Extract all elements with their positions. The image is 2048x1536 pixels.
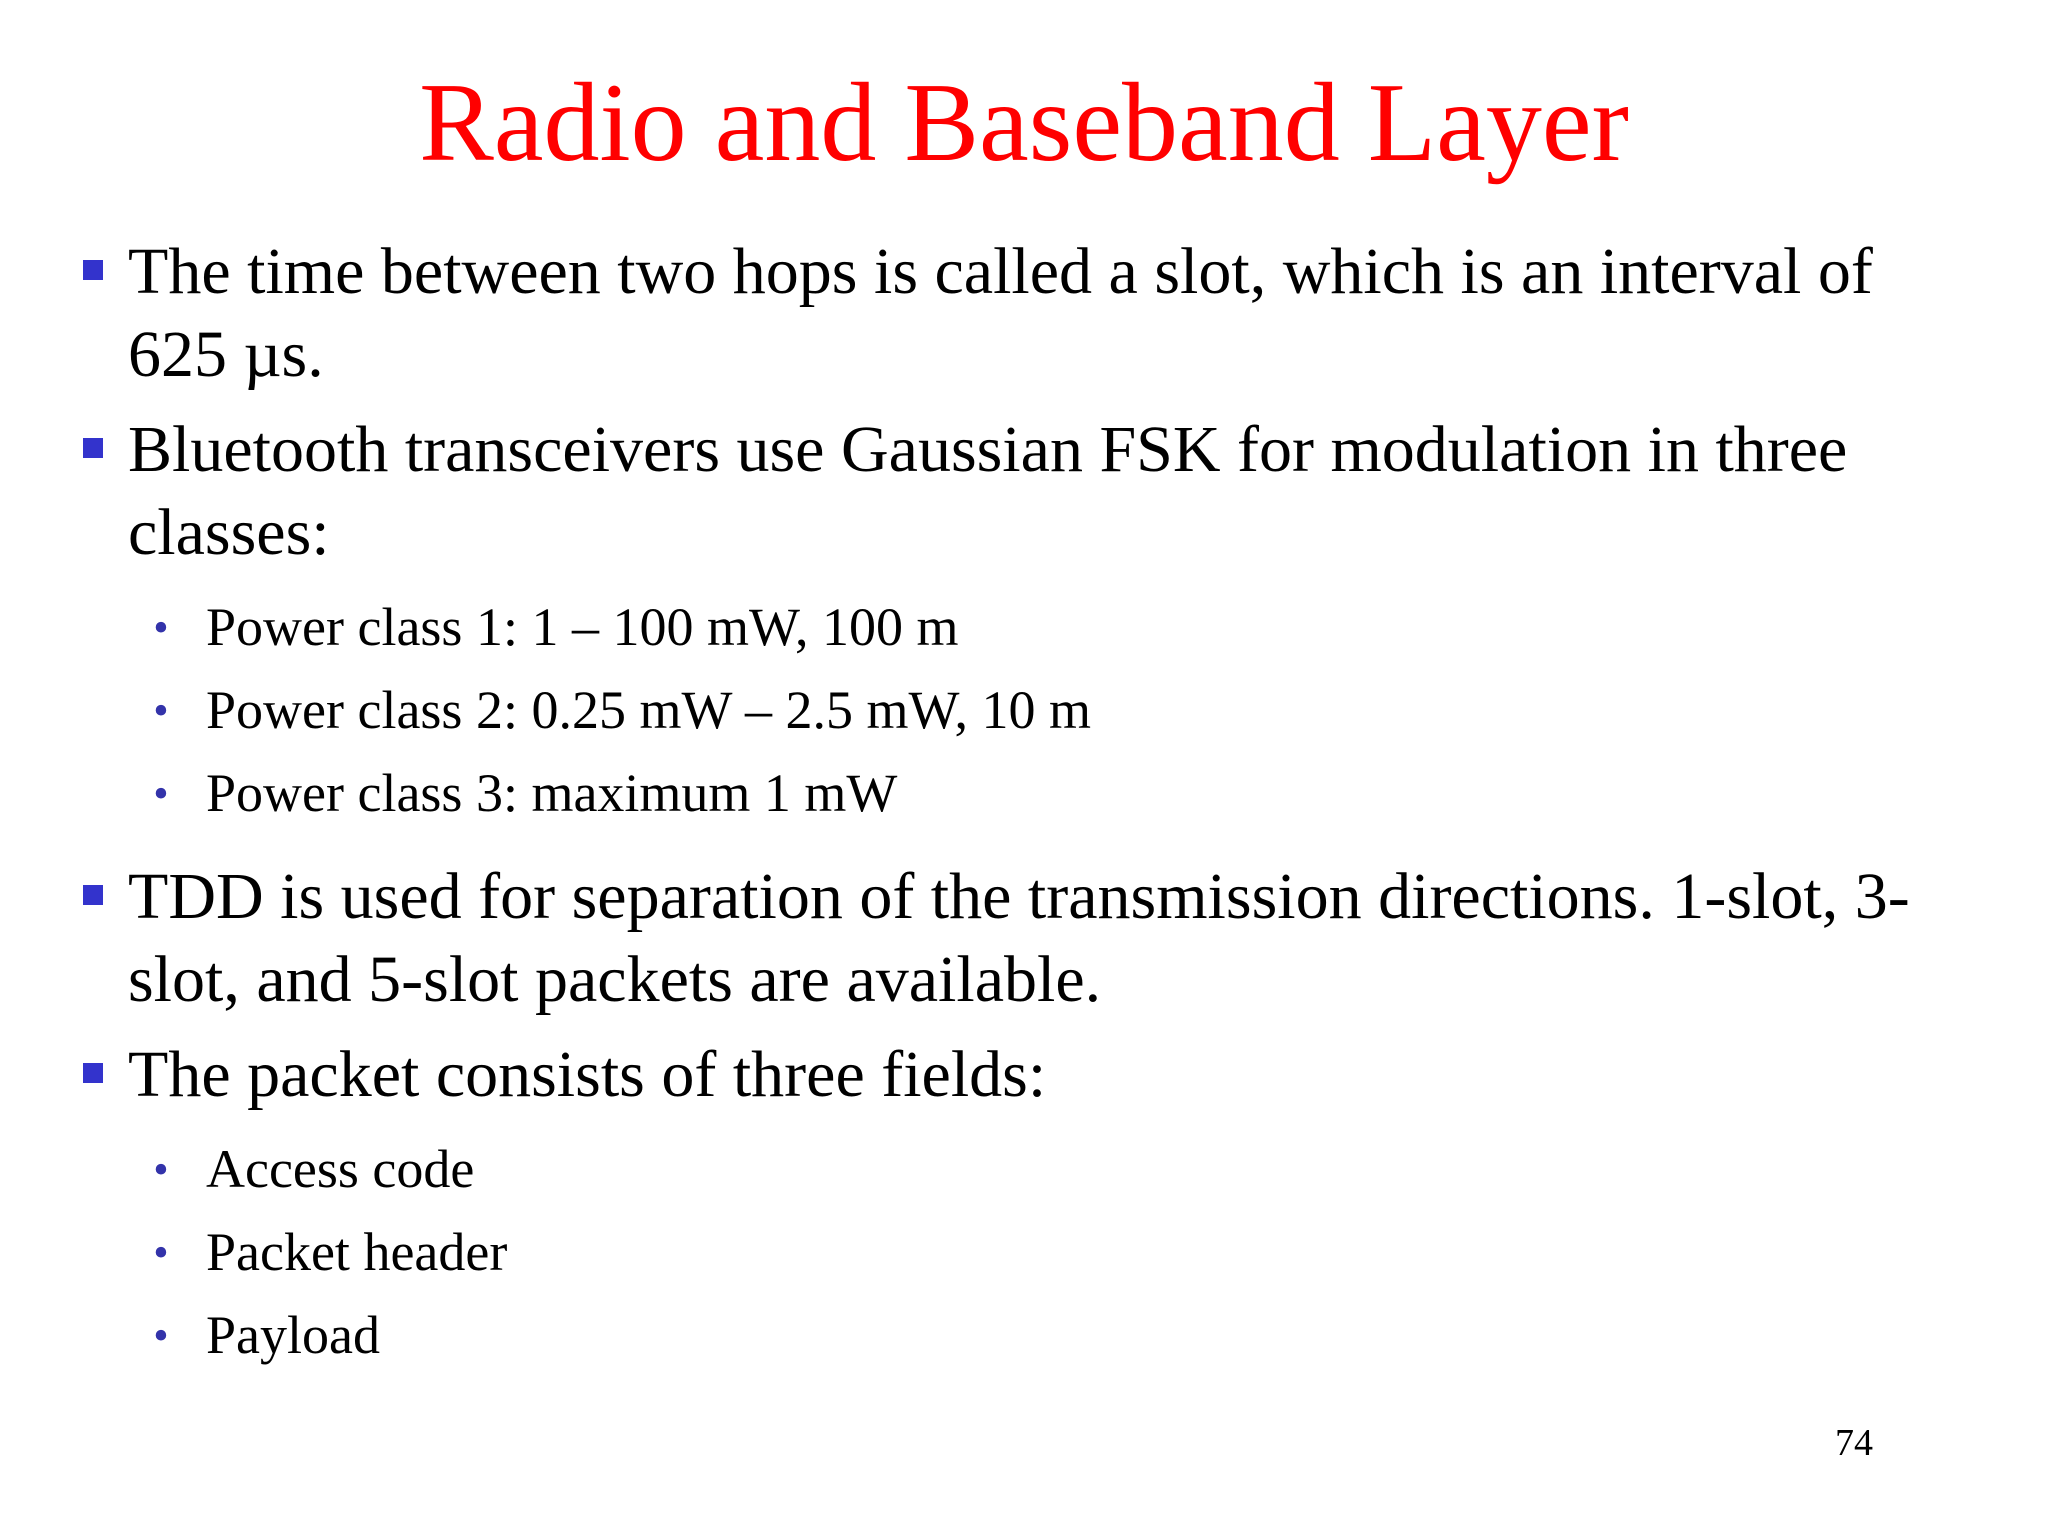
sub-bullet-list [78,586,1978,835]
slide-body [78,230,1978,1397]
sub-bullet-text: Access code [206,1139,475,1199]
bullet-text: TDD is used for separation of the transmission directions. 1-slot, 3-slot, and 5-slot packets are available. [128,860,1910,1016]
sub-bullet-item [78,1128,1978,1211]
square-bullet-icon [83,1063,103,1083]
bullet-item [78,855,1978,1021]
page-number: 74 [1835,1422,1873,1464]
sub-bullet-list [78,1128,1978,1377]
sub-bullet-text: Power class 2: 0.25 mW – 2.5 mW, 10 m [206,680,1091,740]
round-bullet-icon: • [153,1228,169,1277]
round-bullet-icon: • [153,1311,169,1360]
sub-bullet-text: Power class 1: 1 – 100 mW, 100 m [206,597,959,657]
sub-bullet-item [78,752,1978,835]
round-bullet-icon: • [153,1145,169,1194]
square-bullet-icon [83,885,103,905]
round-bullet-icon: • [153,686,169,735]
sub-bullet-item [78,1294,1978,1377]
square-bullet-icon [83,260,103,280]
sub-bullet-text: Power class 3: maximum 1 mW [206,763,898,823]
sub-bullet-text: Payload [206,1305,380,1365]
sub-bullet-text: Packet header [206,1222,508,1282]
bullet-text: The packet consists of three fields: [128,1038,1047,1111]
bullet-item [78,408,1978,574]
sub-bullet-item [78,669,1978,752]
bullet-item [78,230,1978,396]
round-bullet-icon: • [153,769,169,818]
square-bullet-icon [83,438,103,458]
sub-bullet-item [78,586,1978,669]
bullet-item [78,1033,1978,1116]
slide-title: Radio and Baseband Layer [419,61,1629,185]
round-bullet-icon: • [153,603,169,652]
sub-bullet-item [78,1211,1978,1294]
bullet-text: The time between two hops is called a slot, which is an interval of 625 µs. [128,235,1873,391]
bullet-text: Bluetooth transceivers use Gaussian FSK for modulation in three classes: [128,413,1848,569]
